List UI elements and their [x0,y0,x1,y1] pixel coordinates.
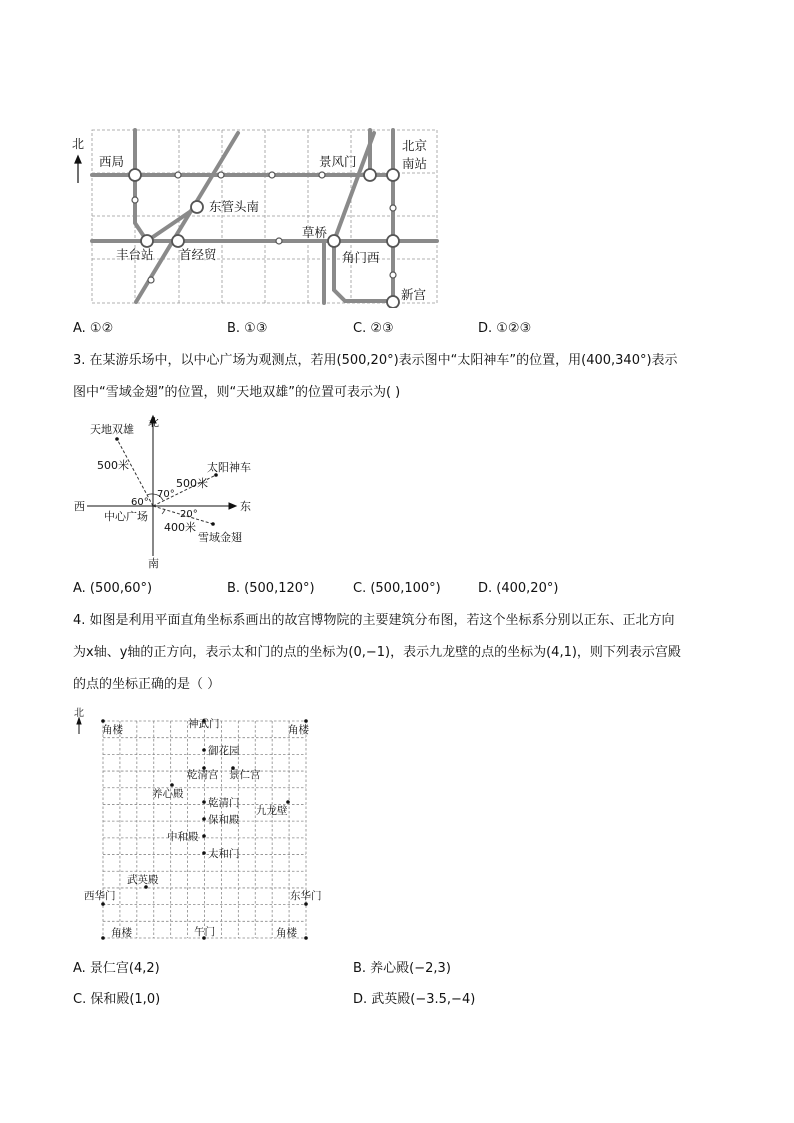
q4-option-b: B. 养心殿(−2,3) [353,961,451,976]
q4-line-1: 4. 如图是利用平面直角坐标系画出的故宫博物院的主要建筑分布图，若这个坐标系分别以正东、正北方向 [73,613,675,628]
grid-north-label: 北 [74,708,84,719]
q3-option-d: D. (400,20°) [478,581,559,596]
station-shoujingmao: 首经贸 [179,247,217,262]
label-wuyingdian: 武英殿 [127,874,159,886]
north-arrow-icon [77,718,81,734]
q2-option-c: C. ②③ [353,321,394,336]
label-jiaolou-tr: 角楼 [288,724,309,736]
q3-line-1: 3. 在某游乐场中，以中心广场为观测点，若用(500,20°)表示图中“太阳神车”的位置，用(400,340°)表示 [73,353,678,368]
angle-60: 60° [131,497,149,508]
station-caoqiao: 草桥 [302,225,328,240]
station-dongguantounan: 东管头南 [209,199,260,214]
q4-option-a: A. 景仁宫(4,2) [73,961,160,976]
north-label: 北 [72,137,85,151]
q4-palace-grid-figure [70,700,335,945]
north-arrow-icon [75,156,81,183]
distance-500-a: 500米 [97,459,129,472]
station-jingfengmen: 景风门 [319,154,357,169]
q2-option-a: A. ①② [73,321,114,336]
q2-option-d: D. ①②③ [478,321,532,336]
q4-line-3: 的点的坐标正确的是（ ） [73,677,221,692]
station-xingong: 新宫 [401,287,427,302]
station-fengtaizhan: 丰台站 [116,247,154,262]
label-yuhuayuan: 御花园 [208,745,240,757]
compass-center: 中心广场 [104,510,148,523]
distance-500-b: 500米 [176,477,208,490]
station-xiju: 西局 [99,154,125,169]
subway-lines [92,130,437,303]
label-qianqinggong: 乾清宫 [187,769,219,781]
compass-west: 西 [74,500,85,513]
distance-400: 400米 [164,521,196,534]
label-jiaolou-bl: 角楼 [111,927,132,939]
place-xueyu: 雪域金翅 [198,531,242,544]
label-xihuamen: 西华门 [84,890,116,902]
label-baohedian: 保和殿 [208,814,240,826]
q4-option-c: C. 保和殿(1,0) [73,992,161,1007]
small-stations [132,172,396,283]
label-jingrengong: 景仁宫 [229,769,261,781]
label-qianqingmen: 乾清门 [208,797,240,809]
map-grid [92,130,437,303]
label-taihemen: 太和门 [208,848,240,860]
q3-line-2: 图中“雪域金翅”的位置，则“天地双雄”的位置可表示为( ) [73,385,401,400]
q3-option-c: C. (500,100°) [353,581,441,596]
compass-south: 南 [148,557,159,570]
label-jiaolou-tl: 角楼 [102,724,123,736]
q3-compass-figure [70,412,260,572]
label-yangxindian: 养心殿 [152,788,184,800]
q4-option-d: D. 武英殿(−3.5,−4) [353,992,476,1007]
place-tiandi: 天地双雄 [90,423,134,436]
label-shenwumen: 神武门 [188,718,220,730]
label-jiaolou-br: 角楼 [276,927,297,939]
q3-option-b: B. (500,120°) [227,581,315,596]
label-donghuamen: 东华门 [290,890,322,902]
compass-north: 北 [148,416,159,429]
q2-option-b: B. ①③ [227,321,268,336]
angle-70: 70° [157,489,175,500]
station-beijing-nanzhan-1: 北京 [402,138,428,153]
label-jiulongbi: 九龙壁 [256,805,288,817]
label-wumen: 午门 [194,926,215,938]
large-stations [129,169,399,308]
station-jiaomenxi: 角门西 [342,250,380,265]
compass-east: 东 [240,500,251,513]
palace-grid [103,721,306,938]
q3-option-a: A. (500,60°) [73,581,153,596]
station-beijing-nanzhan-2: 南站 [402,156,428,171]
metro-map-figure [68,128,448,308]
place-taiyang: 太阳神车 [207,461,251,474]
q4-line-2: 为x轴、y轴的正方向，表示太和门的点的坐标为(0,−1)，表示九龙壁的点的坐标为(4,1)，则下列表示宫殿 [73,645,681,660]
angle-20: 20° [180,509,198,520]
label-zhonghedian: 中和殿 [167,831,199,843]
